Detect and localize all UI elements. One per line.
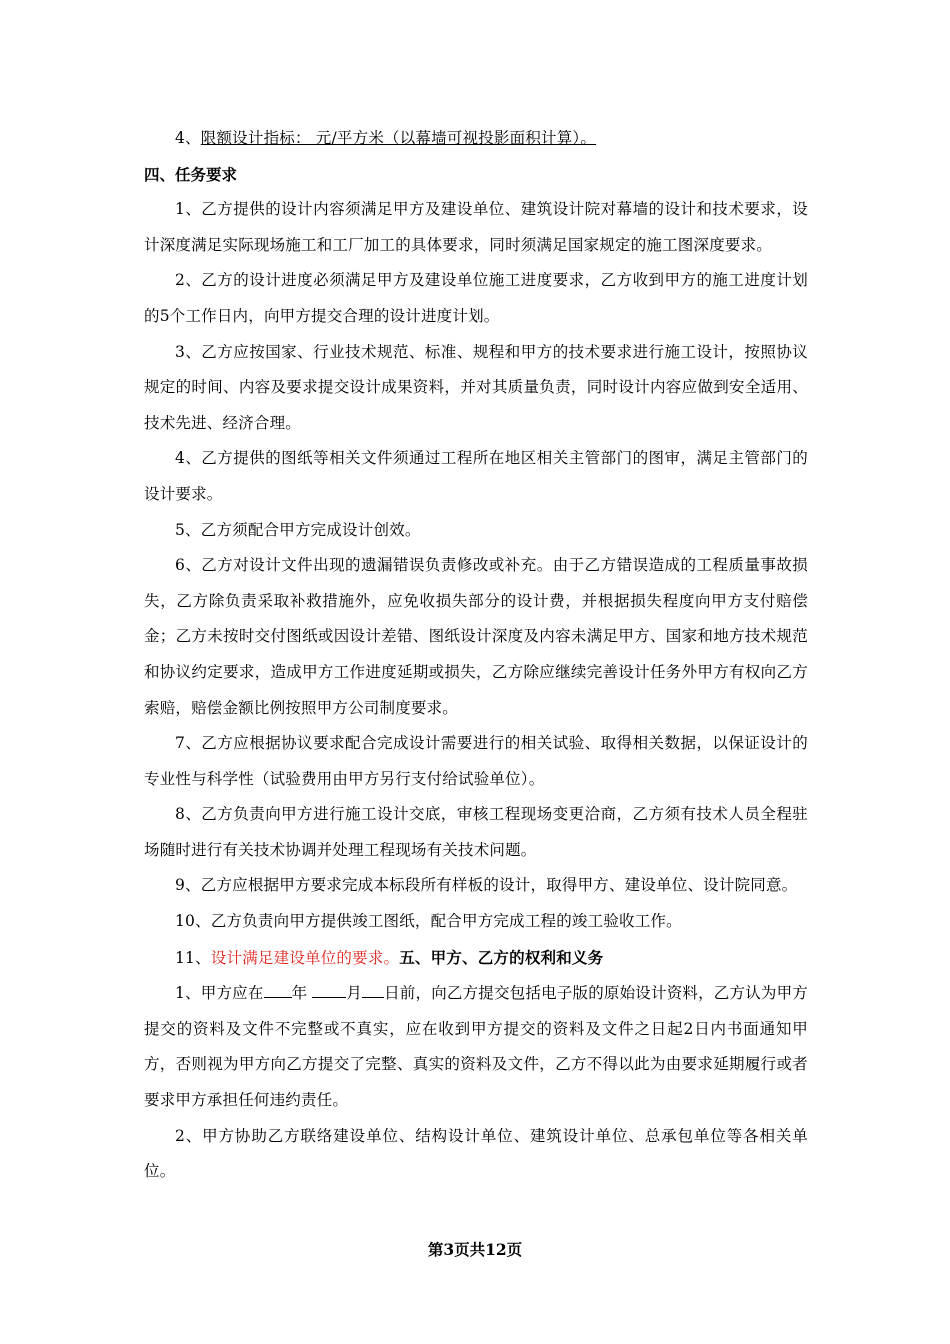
task-item-11 <box>144 940 808 977</box>
task-item-1: 1、乙方提供的设计内容须满足甲方及建设单位、建筑设计院对幕墙的设计和技术要求，设计深度满足实际现场施工和工厂加工的具体要求，同时须满足国家规定的施工图深度要求。 <box>144 200 808 254</box>
item-number: 11、 <box>175 948 211 967</box>
section-heading-task-requirements: 四、任务要求 <box>144 164 238 184</box>
quota-design-indicator: 限额设计指标： 元/平方米（以幕墙可视投影面积计算）。 <box>200 129 597 147</box>
page-number-footer: 第3页共12页 <box>427 1240 523 1259</box>
year-blank[interactable] <box>264 981 292 998</box>
item-number: 4、 <box>175 129 201 147</box>
month-blank[interactable] <box>312 981 346 998</box>
task-item-6: 6、乙方对设计文件出现的遗漏错误负责修改或补充。由于乙方错误造成的工程质量事故损失，乙方除负责采取补救措施外，应免收损失部分的设计费，并根据损失程度向甲方支付赔偿金；乙方未按时交付图纸或因设计差错、图纸设计深度及内容未满足甲方、国家和地方技术规范和协议约定要求，造成甲方工作进度延期或损失，乙方除应继续完善设计任务外甲方有权向乙方索赔，赔偿金额比例按照甲方公司制度要求。 <box>144 556 808 717</box>
task-item-9: 9、乙方应根据甲方要求完成本标段所有样板的设计，取得甲方、建设单位、设计院同意。 <box>175 876 798 895</box>
year-label: 年 <box>291 984 313 1003</box>
rights-item-2: 2、甲方协助乙方联络建设单位、结构设计单位、建筑设计单位、总承包单位等各相关单位。 <box>144 1126 808 1181</box>
rights-item-1-lead: 1、甲方应在 <box>175 984 264 1003</box>
document-body <box>144 121 808 1190</box>
task-item-3: 3、乙方应按国家、行业技术规范、标准、规程和甲方的技术要求进行施工设计，按照协议规定的时间、内容及要求提交设计成果资料，并对其质量负责，同时设计内容应做到安全适用、技术先进、经济合理。 <box>144 342 808 432</box>
task-item-2: 2、乙方的设计进度必须满足甲方及建设单位施工进度要求，乙方收到甲方的施工进度计划的5个工作日内，向甲方提交合理的设计进度计划。 <box>144 271 808 325</box>
task-item-7: 7、乙方应根据协议要求配合完成设计需要进行的相关试验、取得相关数据，以保证设计的专业性与科学性（试验费用由甲方另行支付给试验单位）。 <box>144 734 808 788</box>
month-label: 月 <box>346 984 363 1003</box>
highlighted-requirement: 设计满足建设单位的要求。 <box>210 948 400 967</box>
section-heading-rights-obligations: 五、甲方、乙方的权利和义务 <box>399 947 604 967</box>
day-blank[interactable] <box>362 981 384 998</box>
task-item-10: 10、乙方负责向甲方提供竣工图纸，配合甲方完成工程的竣工验收工作。 <box>175 912 682 931</box>
task-item-5: 5、乙方须配合甲方完成设计创效。 <box>175 520 421 539</box>
task-item-8: 8、乙方负责向甲方进行施工设计交底，审核工程现场变更洽商，乙方须有技术人员全程驻场随时进行有关技术协调并处理工程现场有关技术问题。 <box>144 805 808 859</box>
rights-item-1 <box>144 976 808 1118</box>
rights-item-1-body: 日前，向乙方提交包括电子版的原始设计资料，乙方认为甲方提交的资料及文件不完整或不真实，应在收到甲方提交的资料及文件之日起2日内书面通知甲方，否则视为甲方向乙方提交了完整、真实的资料及文件，乙方不得以此为由要求延期履行或者要求甲方承担任何违约责任。 <box>144 984 808 1110</box>
task-item-4: 4、乙方提供的图纸等相关文件须通过工程所在地区相关主管部门的图审，满足主管部门的设计要求。 <box>144 449 808 503</box>
quota-design-item <box>144 121 808 157</box>
